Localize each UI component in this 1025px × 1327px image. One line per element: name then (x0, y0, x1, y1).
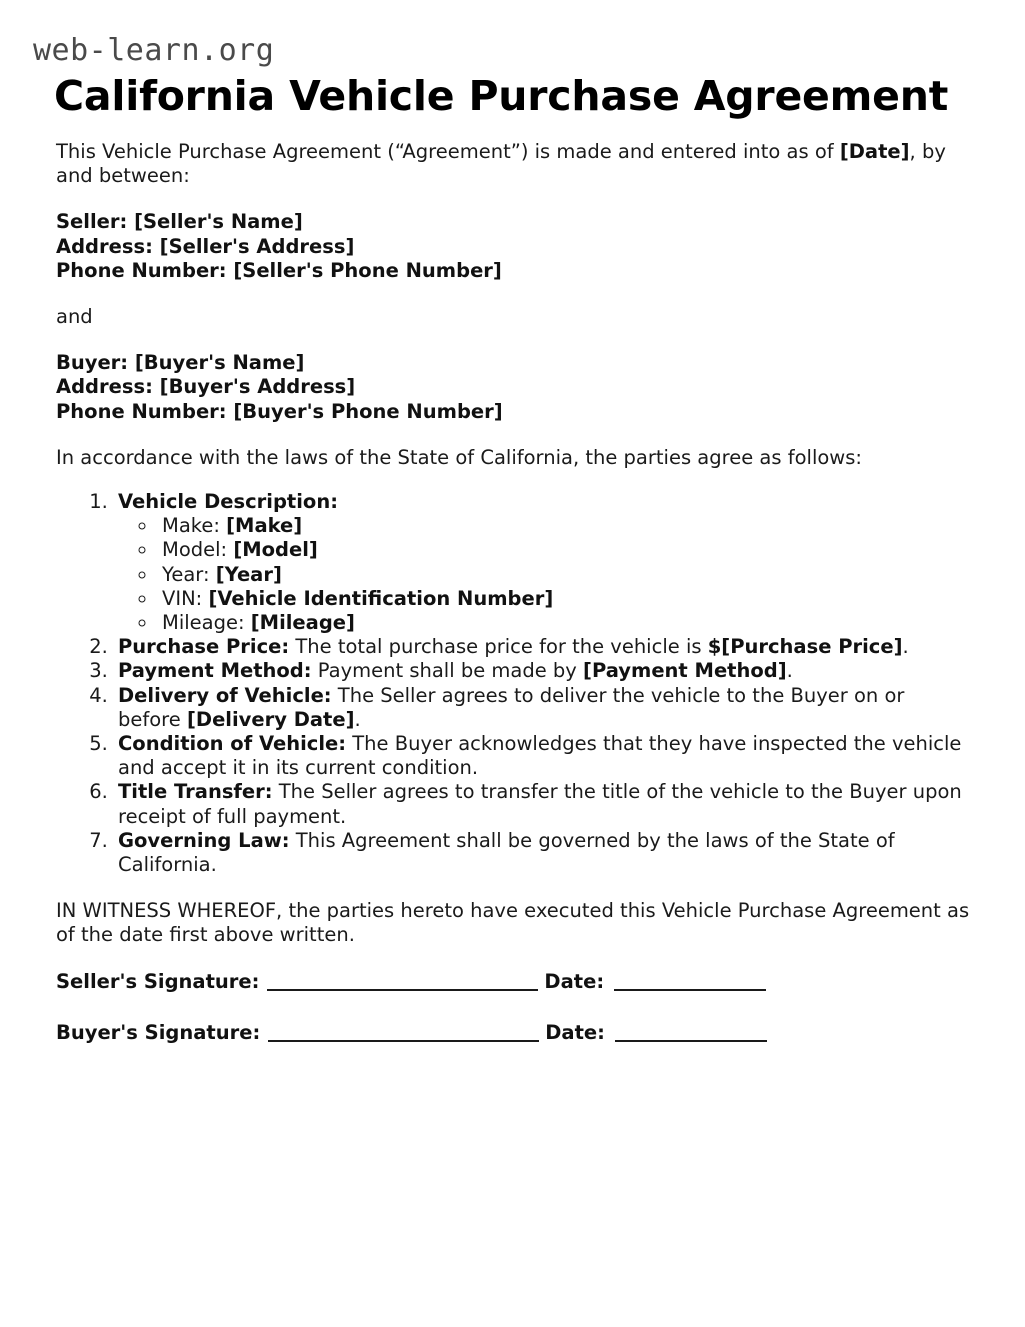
term-placeholder-value: $[Purchase Price] (707, 635, 903, 659)
intro-text-after-date: , by and between: (56, 140, 946, 188)
vehicle-field-label: Year: (162, 562, 216, 586)
conjunction-and: and (56, 305, 93, 329)
vehicle-field-value: [Year] (215, 562, 282, 586)
term-heading: Payment Method: (118, 659, 312, 683)
vehicle-description-item (158, 587, 970, 611)
term-heading: Purchase Price: (118, 635, 290, 659)
vehicle-field-label: Make: (162, 514, 227, 538)
spacer (56, 188, 970, 210)
buyer-name-line: Buyer: [Buyer's Name] (56, 351, 305, 375)
document-body (56, 140, 970, 1045)
term-heading: Governing Law: (118, 828, 290, 852)
term-item (114, 659, 970, 683)
term-body-tail: . (902, 635, 909, 659)
term-body-text: The total purchase price for the vehicle is (289, 635, 708, 659)
term-body-tail: . (786, 659, 793, 683)
vehicle-description-item (158, 514, 970, 538)
witness-paragraph: IN WITNESS WHEREOF, the parties hereto have executed this Vehicle Purchase Agreement as of the date first above written. (56, 899, 970, 947)
buyer-date-label: Date: (545, 1020, 605, 1044)
vehicle-field-value: [Model] (233, 538, 318, 562)
term-item (114, 684, 970, 732)
seller-date-label: Date: (544, 969, 605, 993)
term-body-tail: . (354, 707, 361, 731)
spacer (56, 948, 970, 970)
spacer (56, 283, 970, 305)
buyer-phone-line: Phone Number: [Buyer's Phone Number] (56, 399, 503, 423)
term-item (114, 829, 970, 877)
seller-date-line[interactable] (614, 975, 766, 991)
vehicle-description-sublist (118, 514, 970, 635)
vehicle-description-item (158, 611, 970, 635)
vehicle-field-value: [Make] (226, 514, 303, 538)
seller-party-block (56, 210, 970, 283)
vehicle-field-value: [Vehicle Identification Number] (208, 586, 554, 610)
term-heading: Delivery of Vehicle: (118, 683, 332, 707)
vehicle-field-value: [Mileage] (250, 611, 355, 635)
buyer-party-block (56, 351, 970, 424)
spacer (56, 470, 970, 490)
vehicle-field-label: VIN: (162, 586, 209, 610)
spacer (56, 329, 970, 351)
term-heading: Condition of Vehicle: (118, 732, 347, 756)
term-body-text: Payment shall be made by (311, 659, 584, 683)
spacer (56, 877, 970, 899)
terms-list (56, 490, 970, 877)
buyer-signature-label: Buyer's Signature: (56, 1020, 261, 1044)
buyer-address-line: Address: [Buyer's Address] (56, 375, 356, 399)
term-item (114, 635, 970, 659)
term-item (114, 732, 970, 780)
buyer-date-line[interactable] (615, 1026, 767, 1042)
term-item (114, 490, 970, 635)
site-watermark: web-learn.org (33, 33, 275, 68)
term-placeholder-value: [Delivery Date] (186, 707, 355, 731)
seller-address-line: Address: [Seller's Address] (56, 234, 355, 258)
seller-name-line: Seller: [Seller's Name] (56, 210, 303, 234)
spacer (56, 994, 970, 1021)
term-heading: Vehicle Description: (118, 490, 338, 514)
term-body-text: The Seller agrees to deliver the vehicle to the Buyer on or before (118, 683, 905, 731)
seller-phone-line: Phone Number: [Seller's Phone Number] (56, 258, 502, 282)
vehicle-field-label: Mileage: (162, 611, 251, 635)
seller-signature-label: Seller's Signature: (56, 969, 260, 993)
page-title: California Vehicle Purchase Agreement (54, 72, 949, 120)
buyer-signature-row (56, 1021, 970, 1045)
intro-date-placeholder: [Date] (839, 140, 910, 163)
buyer-signature-line[interactable] (268, 1026, 539, 1042)
seller-signature-row (56, 970, 970, 994)
term-body-text: The Seller agrees to transfer the title of the vehicle to the Buyer upon receipt of full payment. (118, 780, 962, 828)
seller-signature-line[interactable] (267, 975, 538, 991)
term-body-text: The Buyer acknowledges that they have inspected the vehicle and accept it in its current condition. (118, 732, 962, 780)
vehicle-description-item (158, 563, 970, 587)
intro-text-before-date: This Vehicle Purchase Agreement (“Agreement”) is made and entered into as of (56, 140, 840, 163)
term-heading: Title Transfer: (118, 780, 273, 804)
intro-paragraph (56, 140, 970, 188)
governing-intro-paragraph: In accordance with the laws of the State of California, the parties agree as follows: (56, 445, 862, 469)
term-body-text: This Agreement shall be governed by the laws of the State of California. (118, 828, 895, 877)
spacer (56, 424, 970, 446)
term-item (114, 780, 970, 828)
term-placeholder-value: [Payment Method] (583, 659, 787, 683)
vehicle-field-label: Model: (162, 538, 234, 562)
vehicle-description-item (158, 538, 970, 562)
